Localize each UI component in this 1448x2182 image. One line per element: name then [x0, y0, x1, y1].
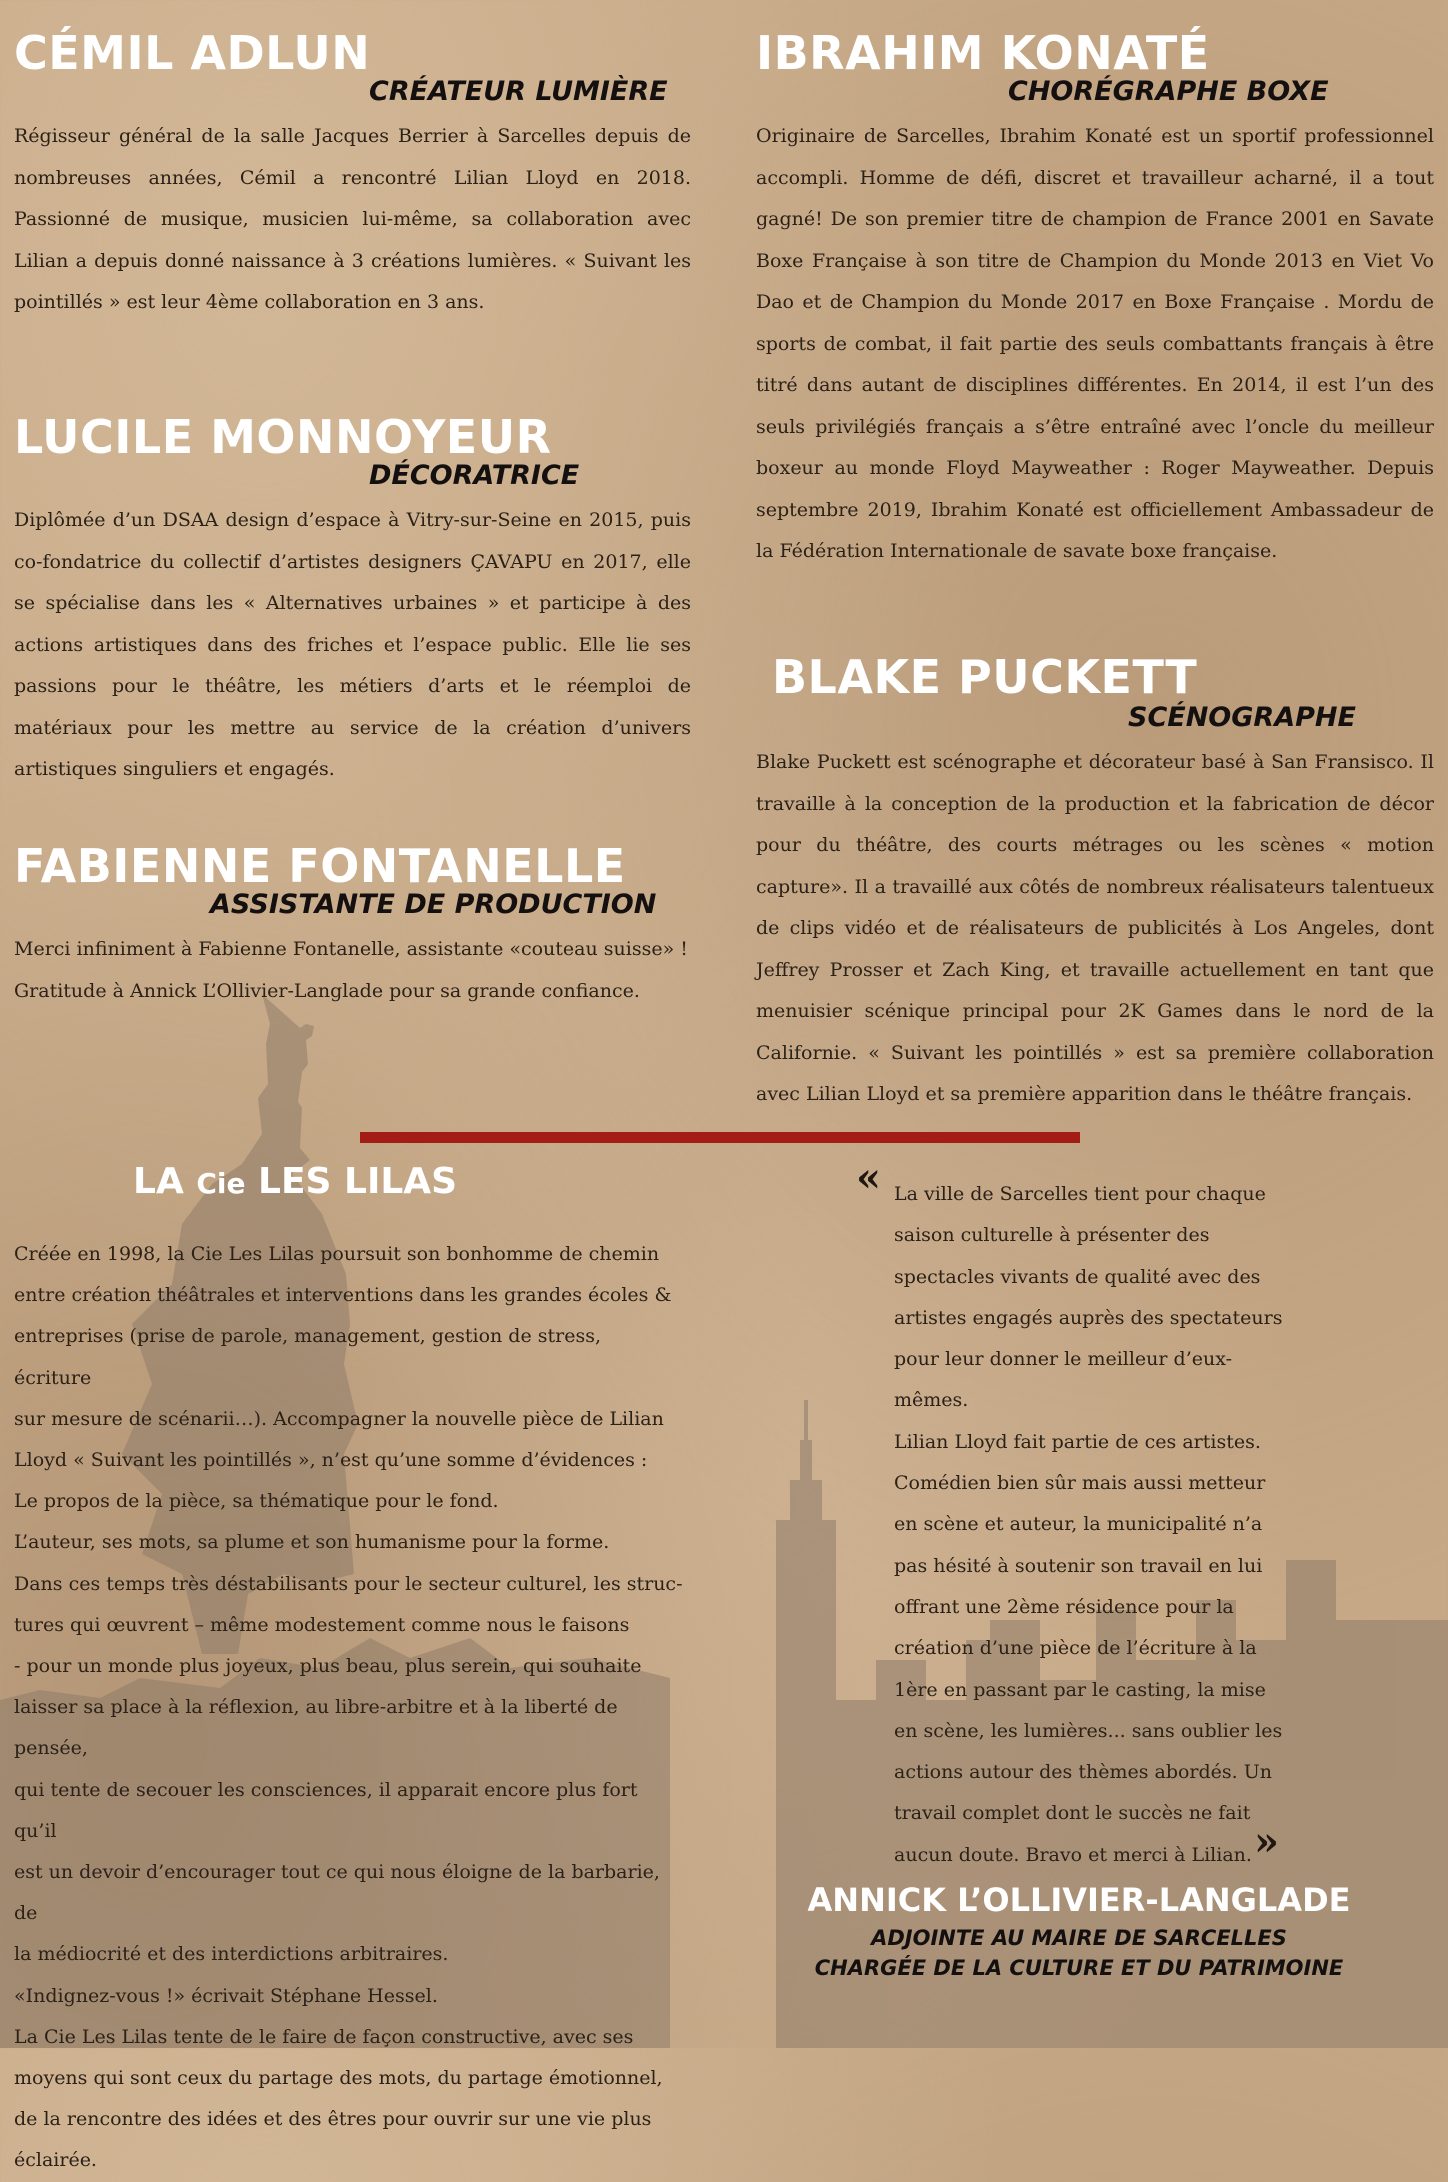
- company-line: La Cie Les Lilas tente de le faire de façon constructive, avec ses: [14, 2025, 634, 2048]
- company-description: [14, 1234, 684, 2182]
- company-title: [133, 1161, 458, 1202]
- artist-name: CÉMIL ADLUN: [14, 26, 371, 80]
- quote-line: mêmes.: [894, 1389, 969, 1412]
- company-line: qui tente de secouer les consciences, il apparait encore plus fort qu’il: [14, 1778, 638, 1842]
- quote-line: aucun doute. Bravo et merci à Lilian.: [894, 1843, 1252, 1866]
- company-line: Lloyd « Suivant les pointillés », n’est qu’une somme d’évidences :: [14, 1449, 648, 1472]
- artist-fabienne: [14, 839, 694, 1013]
- quote-line: Comédien bien sûr mais aussi metteur: [894, 1472, 1266, 1495]
- artist-role: DÉCORATRICE: [369, 460, 580, 491]
- artist-role: CRÉATEUR LUMIÈRE: [369, 76, 668, 107]
- quote-line: Lilian Lloyd fait partie de ces artistes.: [894, 1430, 1261, 1453]
- artist-ibrahim: [756, 26, 1436, 570]
- quote-line: offrant une 2ème résidence pour la: [894, 1595, 1234, 1618]
- quote-line: La ville de Sarcelles tient pour chaque: [894, 1183, 1266, 1205]
- bio-line: Gratitude à Annick L’Ollivier-Langlade pour sa grande confiance.: [14, 979, 640, 1002]
- quote-line: création d’une pièce de l’écriture à la: [894, 1637, 1257, 1660]
- company-line: entre création théâtrales et interventions dans les grandes écoles &: [14, 1284, 672, 1307]
- company-line: laisser sa place à la réflexion, au libre-arbitre et à la liberté de pensée,: [14, 1696, 618, 1760]
- bio-line: Merci infiniment à Fabienne Fontanelle, assistante «couteau suisse» !: [14, 938, 688, 960]
- company-title-prefix: LA: [133, 1161, 197, 1202]
- artist-blake: [756, 650, 1436, 1114]
- open-quote-mark: «: [856, 1154, 881, 1201]
- artist-bio: Diplômée d’un DSAA design d’espace à Vitry-sur-Seine en 2015, puis co-fondatrice du collectif d’artistes designers ÇAVAPU en 2017, elle se spécialise dans les « Alternatives urbaines » et participe à des actions artistiques dans des friches et l’espace public. Elle lie ses passions pour le théâtre, les métiers d’arts et le réemploi de matériaux pour les mettre au service de la création d’univers artistiques singuliers et engagés.: [14, 509, 691, 780]
- quote-author-role: ADJOINTE AU MAIRE DE SARCELLES: [871, 1926, 1287, 1950]
- artist-bio: Blake Puckett est scénographe et décorateur basé à San Fransisco. Il travaille à la conception de la production et la fabrication de décor pour du théâtre, des courts métrages ou les scènes « motion capture». Il a travaillé aux côtés de nombreux réalisateurs talentueux de clips vidéo et de réalisateurs de publicités à Los Angeles, dont Jeffrey Prosser et Zach King, et travaille actuellement en tant que menuisier scénique principal pour 2K Games dans le nord de la Californie. « Suivant les pointillés » est sa première collaboration avec Lilian Lloyd et sa première apparition dans le théâtre français.: [756, 751, 1434, 1105]
- artist-bio: Originaire de Sarcelles, Ibrahim Konaté est un sportif professionnel accompli. Homme de défi, discret et travailleur acharné, il a tout gagné! De son premier titre de champion de France 2001 en Savate Boxe Française à son titre de Champion du Monde 2013 en Viet Vo Dao et de Champion du Monde 2017 en Boxe Française . Mordu de sports de combat, il fait partie des seuls combattants français à être titré dans autant de disciplines différentes. En 2014, il est l’un des seuls privilégiés français a s’être entraîné avec l’oncle du meilleur boxeur au monde Floyd Mayweather : Roger Mayweather. Depuis septembre 2019, Ibrahim Konaté est officiellement Ambassadeur de la Fédération Internationale de savate boxe française.: [756, 125, 1434, 562]
- company-line: «Indignez-vous !» écrivait Stéphane Hessel.: [14, 1984, 438, 2007]
- company-title-cie: Cie: [196, 1167, 246, 1200]
- artist-cemil: [14, 26, 694, 330]
- artist-lucile: [14, 410, 694, 780]
- quote-line: spectacles vivants de qualité avec des: [894, 1265, 1261, 1288]
- quote-line: saison culturelle à présenter des: [894, 1224, 1210, 1247]
- company-line: sur mesure de scénarii…). Accompagner la nouvelle pièce de Lilian: [14, 1407, 664, 1430]
- company-line: de la rencontre des idées et des êtres pour ouvrir sur une vie plus: [14, 2108, 652, 2131]
- quote-line: en scène, les lumières... sans oublier les: [894, 1719, 1283, 1742]
- company-line: Le propos de la pièce, sa thématique pour le fond.: [14, 1490, 499, 1513]
- company-line: la médiocrité et des interdictions arbitraires.: [14, 1943, 449, 1966]
- section-divider: [360, 1132, 1080, 1143]
- quote-line: travail complet dont le succès ne fait: [894, 1802, 1251, 1825]
- quote-line: pour leur donner le meilleur d’eux-: [894, 1348, 1233, 1371]
- close-quote-mark: »: [1254, 1818, 1279, 1865]
- quote-author: ANNICK L’OLLIVIER-LANGLADE: [807, 1881, 1351, 1919]
- company-line: est un devoir d’encourager tout ce qui nous éloigne de la barbarie, de: [14, 1861, 660, 1925]
- company-line: L’auteur, ses mots, sa plume et son humanisme pour la forme.: [14, 1531, 610, 1554]
- quote-line: 1ère en passant par le casting, la mise: [894, 1678, 1266, 1701]
- artist-role: ASSISTANTE DE PRODUCTION: [210, 889, 657, 920]
- artist-name: FABIENNE FONTANELLE: [14, 839, 626, 893]
- company-line: moyens qui sont ceux du partage des mots, du partage émotionnel,: [14, 2067, 663, 2090]
- artist-bio: Régisseur général de la salle Jacques Berrier à Sarcelles depuis de nombreuses années, Cémil a rencontré Lilian Lloyd en 2018. Passionné de musique, musicien lui-même, sa collaboration avec Lilian a depuis donné naissance à 3 créations lumières. « Suivant les pointillés » est leur 4ème collaboration en 3 ans.: [14, 125, 691, 313]
- quote-line: en scène et auteur, la municipalité n’a: [894, 1513, 1263, 1536]
- artist-name: LUCILE MONNOYEUR: [14, 410, 552, 464]
- quote-line: pas hésité à soutenir son travail en lui: [894, 1554, 1263, 1577]
- quote-text: [894, 1174, 1284, 1876]
- company-line: Dans ces temps très déstabilisants pour le secteur culturel, les struc-: [14, 1572, 683, 1595]
- artist-role: CHORÉGRAPHE BOXE: [1008, 76, 1329, 107]
- company-title-suffix: LES LILAS: [245, 1161, 458, 1202]
- quote-author-role: CHARGÉE DE LA CULTURE ET DU PATRIMOINE: [814, 1956, 1344, 1980]
- company-line: tures qui œuvrent – même modestement comme nous le faisons: [14, 1613, 630, 1636]
- artist-name: IBRAHIM KONATÉ: [756, 26, 1210, 80]
- artist-role: SCÉNOGRAPHE: [1128, 702, 1356, 733]
- artist-name: BLAKE PUCKETT: [772, 650, 1198, 704]
- quote-line: actions autour des thèmes abordés. Un: [894, 1761, 1273, 1784]
- quote-line: artistes engagés auprès des spectateurs: [894, 1306, 1283, 1329]
- company-line: éclairée.: [14, 2149, 97, 2172]
- company-line: - pour un monde plus joyeux, plus beau, plus serein, qui souhaite: [14, 1655, 642, 1678]
- artist-bio: [14, 929, 714, 1012]
- company-line: entreprises (prise de parole, management, gestion de stress, écriture: [14, 1325, 601, 1389]
- company-line: Créée en 1998, la Cie Les Lilas poursuit son bonhomme de chemin: [14, 1243, 660, 1265]
